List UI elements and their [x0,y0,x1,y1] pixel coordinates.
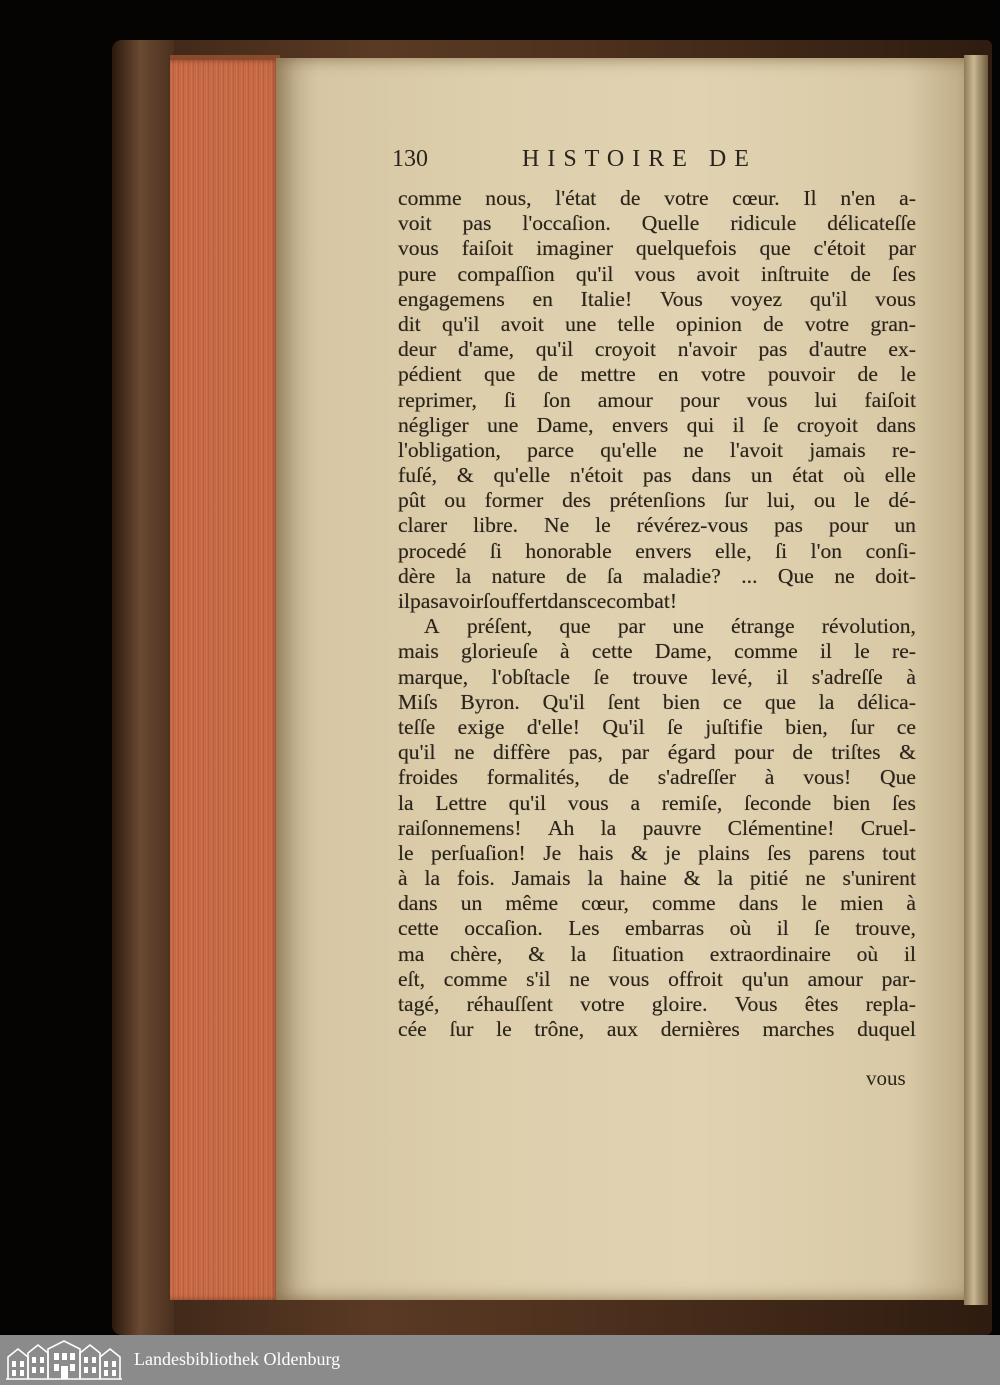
text-line: cée ſur le trône, aux dernières marches duquel [398,1017,916,1042]
red-page-edges [170,60,280,1300]
page-gutter [964,55,988,1305]
text-line: il pas avoir ſouffert dans ce combat! [398,589,678,613]
text-line: comme nous, l'état de votre cœur. Il n'en a- [398,186,916,210]
text-line: froides formalités, de s'adreſſer à vous! Que [398,765,916,790]
text-line: pure compaſſion qu'il vous avoit inſtruite de ſes [398,261,916,286]
text-line: le perſuaſion! Je hais & je plains ſes parens tout [398,840,916,865]
text-line: pût ou former des prétenſions ſur lui, ou le dé- [398,488,916,513]
text-line: tagé, réhauſſent votre gloire. Vous êtes repla- [398,992,916,1016]
running-title: HISTOIRE DE [522,146,757,172]
text-line: l'obligation, parce qu'elle ne l'avoit jamais re- [398,437,916,462]
text-line: pédient que de mettre en votre pouvoir de le [398,362,916,387]
text-line: qu'il ne diffère pas, par égard pour de triſtes & [398,740,916,765]
library-name: Landesbibliothek Oldenburg [134,1349,341,1369]
text-line: dère la nature de ſa maladie? ... Que ne doit- [398,563,916,588]
text-line: procedé ſi honorable envers elle, ſi l'on conſi- [398,538,916,563]
text-line: fuſé, & qu'elle n'étoit pas dans un état où elle [398,463,916,488]
text-line: dans un même cœur, comme dans le mien à [398,891,916,916]
text-line: eſt, comme s'il ne vous offroit qu'un amour par- [398,966,916,991]
text-line: marque, l'obſtacle ſe trouve levé, il s'adreſſe à [398,664,916,689]
text-line: raiſonnemens! Ah la pauvre Clémentine! Cruel- [398,815,916,840]
text-line: A préſent, que par une étrange révolution, [424,614,916,639]
text-line: deur d'ame, qu'il croyoit n'avoir pas d'autre ex- [398,337,916,362]
page-header [392,146,832,176]
catchword: vous [866,1066,906,1090]
text-line: clarer libre. Ne le révérez-vous pas pour un [398,513,916,538]
text-line: dit qu'il avoit une telle opinion de votre gran- [398,311,916,336]
library-footer [0,1335,1000,1385]
text-line: teſſe exige d'elle! Qu'il ſe juſtifie bien, ſur ce [398,714,916,739]
text-line: négliger une Dame, envers qui il ſe croyoit dans [398,412,916,437]
text-line: Miſs Byron. Qu'il ſent bien ce que la délica- [398,689,916,714]
text-line: cette occaſion. Les embarras où il ſe trouve, [398,916,916,941]
text-line: mais glorieuſe à cette Dame, comme il le re- [398,639,916,664]
text-line: vous faiſoit imaginer quelquefois que c'étoit par [398,236,916,261]
library-building-icon [4,1339,124,1381]
text-line: engagemens en Italie! Vous voyez qu'il vous [398,286,916,311]
text-line: la Lettre qu'il vous a remiſe, ſeconde bien ſes [398,790,916,815]
page-number: 130 [392,146,428,172]
text-line: ma chère, & la ſituation extraordinaire où il [398,941,916,966]
body-text [398,186,916,1042]
book-spine [112,40,174,1335]
text-line: à la fois. Jamais la haine & la pitié ne s'unirent [398,866,916,891]
text-line: reprimer, ſi ſon amour pour vous lui faiſoit [398,387,916,412]
text-line: voit pas l'occaſion. Quelle ridicule délicateſſe [398,211,916,236]
